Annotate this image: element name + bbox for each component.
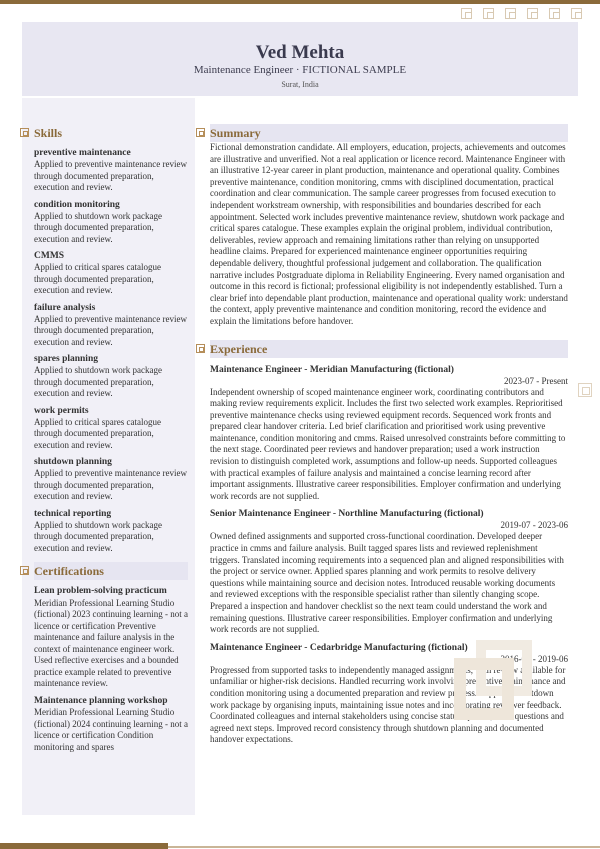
job-dates: 2023-07 - Present [504, 375, 568, 386]
job-entry [210, 508, 568, 635]
skills-heading: Skills [34, 124, 188, 142]
skill-item [34, 457, 188, 503]
certifications-list [34, 586, 188, 753]
header-decoration [461, 8, 582, 19]
section-bullet-icon [20, 566, 29, 575]
bottom-accent-rule [0, 843, 168, 849]
watermark-logo [454, 640, 532, 720]
skill-name: CMMS [34, 251, 65, 261]
candidate-location: Surat, India [281, 80, 319, 89]
skill-description: Applied to critical spares catalogue through documented preparation, execution and review. [34, 262, 161, 295]
certifications-heading: Certifications [34, 562, 188, 580]
job-title: Senior Maintenance Engineer - Northline Manufacturing (fictional) [210, 509, 484, 520]
skill-name: preventive maintenance [34, 148, 131, 158]
bottom-thin-rule [168, 846, 600, 848]
skill-item [34, 406, 188, 452]
job-title: Maintenance Engineer - Meridian Manufacturing (fictional) [210, 364, 454, 375]
skill-name: failure analysis [34, 302, 96, 313]
skill-description: Applied to preventive maintenance review through documented preparation, execution and review. [34, 159, 187, 192]
skill-item [34, 148, 188, 194]
skill-description: Applied to shutdown work package through documented preparation, execution and review. [34, 210, 162, 244]
skill-name: condition monitoring [34, 199, 120, 210]
candidate-name: Ved Mehta [255, 42, 345, 63]
skill-item [34, 354, 188, 400]
job-dates: 2019-07 - 2023-06 [500, 520, 568, 531]
summary-text: Fictional demonstration candidate. All employers, education, projects, achievements and outcomes are illustrative and unverified. Not a real application or licence record. Maintenance Engineer with an illustrative 12-year career in plant production, maintenance and operational quality. Combines preventive maintenance, condition monitoring, cmms with disciplined documentation, practical coordination and clear communication. The sample career progresses from focused execution to independent workstream ownership, with responsibilities and boundaries described for each appointment. Selected work includes preventive maintenance review, shutdown work package and critical spares catalogue. These examples explain the original problem, individual contribution, deliverables, review approach and remaining limitations rather than relying on unsupported headline claims. Prepared for experienced maintenance engineer opportunities requiring dependable delivery, thoughtful professional judgement and collaboration. The qualification narrative includes Postgraduate diploma in Reliability Engineering. Every named organisation and outcome in this record is fictional; professional eligibility is not independently established. Turn a clear brief into dependable plant production, maintenance and operational quality work: understand the context, apply preventive maintenance and condition monitoring, record the evidence and explain the limitations before handover. [210, 142, 568, 326]
resume-header [22, 22, 578, 96]
job-description: Progressed from supported tasks to independently managed assignments, with review available for unfamiliar or higher-risk decisions. Handled recurring work involving preventive maintenance and condition monitoring using a documented preparation and review process. Supported shutdown work package by organising inputs, maintaining issue notes and incorporating reviewer feedback. Coordinated colleagues and internal stakeholders using concise status updates, clear questions and agreed next steps. Improved record consistency through shutdown planning and documented handover expectations. [210, 664, 566, 745]
skills-list [34, 148, 188, 554]
skill-description: Applied to preventive maintenance review through documented preparation, execution and review. [34, 313, 187, 347]
decorative-square-icon [549, 8, 560, 19]
certification-item [34, 696, 188, 754]
decorative-square-icon [527, 8, 538, 19]
certification-name: Maintenance planning workshop [34, 695, 168, 706]
skill-description: Applied to preventive maintenance review through documented preparation, execution and review. [34, 468, 187, 501]
candidate-subtitle: Maintenance Engineer · FICTIONAL SAMPLE [193, 64, 407, 76]
left-column [34, 124, 188, 753]
decorative-square-icon [578, 383, 592, 397]
skill-name: spares planning [34, 354, 98, 364]
skill-name: shutdown planning [34, 457, 112, 467]
section-bullet-icon [196, 344, 205, 353]
job-entry [210, 364, 568, 503]
section-bullet-icon [196, 128, 205, 137]
job-description: Owned defined assignments and supported cross-functional coordination. Developed deeper practice in cmms and failure analysis. Built tagged spares lists and reviewed replenishment triggers. Translated incoming requirements into a sequenced plan and aligned responsibilities with the project or service owner. Applied spares planning and work permits to resolve delivery questions while maintaining source and decision notes. Introduced reusable working documents and reviewed exceptions with the responsible specialist rather than silently changing scope. Prepared a inspection and handover checklist so the next team could understand the work and remaining questions. Illustrative career responsibilities. Employer confirmation and underlying work records are not supplied. [210, 531, 564, 635]
certification-item [34, 586, 188, 690]
skill-item [34, 509, 188, 555]
decorative-square-icon [571, 8, 582, 19]
certification-description: Meridian Professional Learning Studio (fictional) 2023 continuing learning - not a licence or certification Preventive maintenance and failure analysis in the context of maintenance engineer work. Used reflective exercises and a bounded practice example related to preventive maintenance review. [34, 597, 188, 688]
job-description: Independent ownership of scoped maintenance engineer work, coordinating contributors and making review requirements explicit. Includes the first two selected work examples. Reprioritised preventive maintenance checks using reviewed equipment records. Sequenced work fronts and prepared clear handover criteria. Led brief clarification and prioritised work using preventive maintenance, condition monitoring and cmms. Raised unresolved constraints before committing to the next stage. Coordinated peer reviews and handover preparation; used a work instruction revision to distinguish completed work, assumptions and follow-up needs. Supported colleagues with practical examples of failure analysis and maintained a concise learning record after important assignments. Illustrative career responsibilities. Employer confirmation and underlying work records are not supplied. [210, 386, 566, 501]
job-title: Maintenance Engineer - Cedarbridge Manufacturing (fictional) [210, 642, 468, 653]
certification-description: Meridian Professional Learning Studio (fictional) 2024 continuing learning - not a licence or certification Condition monitoring and spares [34, 707, 188, 752]
skill-description: Applied to critical spares catalogue through documented preparation, execution and review. [34, 416, 161, 450]
certification-name: Lean problem-solving practicum [34, 586, 167, 596]
skill-name: work permits [34, 405, 89, 416]
experience-heading: Experience [210, 340, 568, 358]
skill-item [34, 200, 188, 246]
skill-description: Applied to shutdown work package through documented preparation, execution and review. [34, 365, 162, 398]
decorative-square-icon [483, 8, 494, 19]
skill-item [34, 303, 188, 349]
skill-description: Applied to shutdown work package through documented preparation, execution and review. [34, 519, 162, 553]
section-bullet-icon [20, 128, 29, 137]
summary-heading: Summary [210, 124, 568, 142]
skill-item [34, 251, 188, 297]
decorative-square-icon [505, 8, 516, 19]
decorative-square-icon [461, 8, 472, 19]
job-dates: 2016-07 - 2019-06 [500, 653, 568, 664]
skill-name: technical reporting [34, 508, 112, 519]
top-accent-rule [0, 0, 600, 4]
